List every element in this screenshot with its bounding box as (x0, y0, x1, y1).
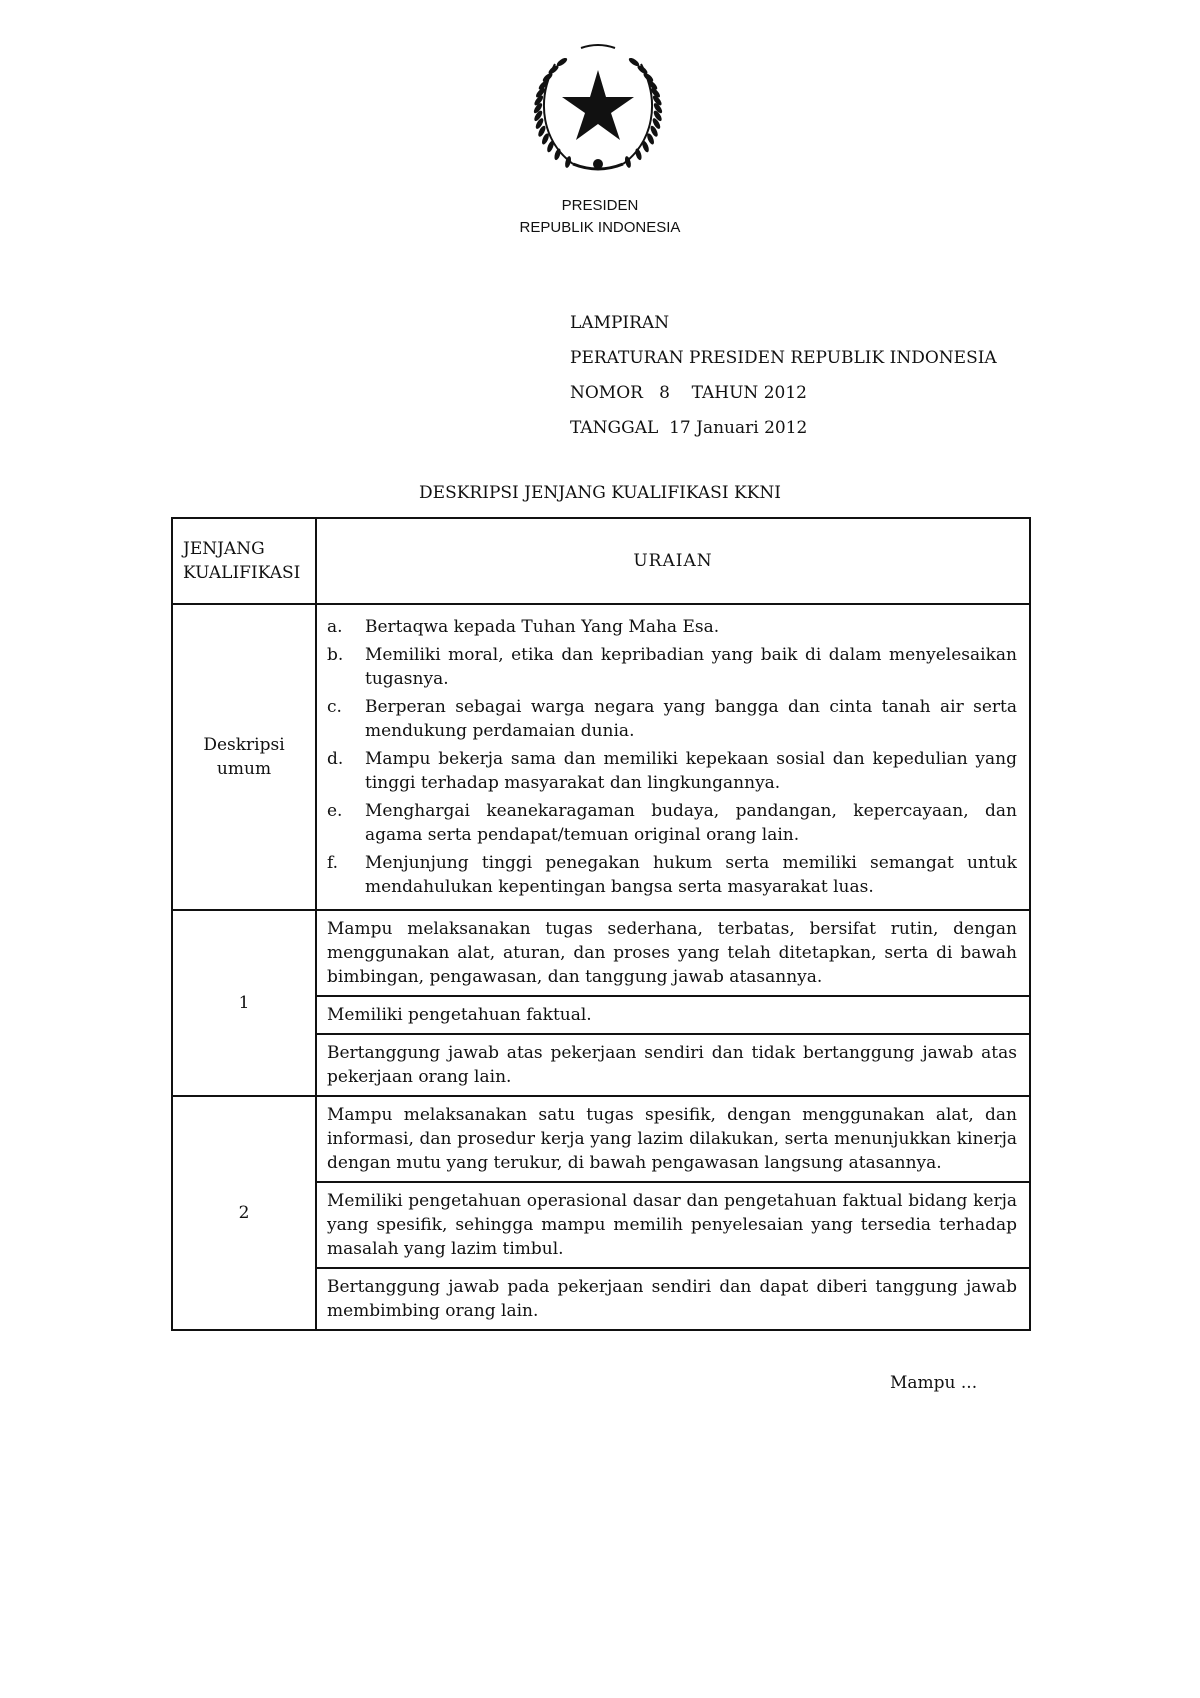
list-item (327, 643, 1017, 691)
regulation-number: NOMOR 8 TAHUN 2012 (570, 383, 807, 403)
list-marker: b. (327, 645, 344, 665)
attachment-block (570, 306, 997, 446)
table-row (172, 1096, 1030, 1182)
description-cell: Memiliki pengetahuan faktual. (316, 996, 1030, 1034)
regulation-name: PERATURAN PRESIDEN REPUBLIK INDONESIA (570, 348, 997, 368)
presidential-emblem-icon (533, 42, 663, 177)
document-title: DESKRIPSI JENJANG KUALIFIKASI KKNI (419, 483, 781, 503)
table-header-row (172, 518, 1030, 604)
list-text: Mampu bekerja sama dan memiliki kepekaan sosial dan kepedulian yang tinggi terhadap masyarakat dan lingkungannya. (365, 749, 1017, 793)
attachment-label: LAMPIRAN (570, 313, 670, 333)
list-text: Memiliki moral, etika dan kepribadian yang baik di dalam menyelesaikan tugasnya. (365, 645, 1017, 689)
list-text: Menjunjung tinggi penegakan hukum serta memiliki semangat untuk mendahulukan kepentingan bangsa serta masyarakat luas. (365, 853, 1017, 897)
list-marker: f. (327, 853, 339, 873)
list-item (327, 851, 1017, 899)
level-cell: Deskripsi umum (172, 604, 316, 910)
description-cell (316, 604, 1030, 910)
list-marker: c. (327, 697, 342, 717)
list-marker: d. (327, 749, 344, 769)
list-item (327, 747, 1017, 795)
description-cell: Bertanggung jawab pada pekerjaan sendiri dan dapat diberi tanggung jawab membimbing orang lain. (316, 1268, 1030, 1330)
regulation-date: TANGGAL 17 Januari 2012 (570, 418, 808, 438)
letterhead-line-1: PRESIDEN (561, 197, 639, 214)
letterhead-line-2: REPUBLIK INDONESIA (519, 219, 681, 236)
list-text: Bertaqwa kepada Tuhan Yang Maha Esa. (365, 617, 720, 637)
list-marker: a. (327, 617, 343, 637)
description-cell: Mampu melaksanakan tugas sederhana, terbatas, bersifat rutin, dengan menggunakan alat, aturan, dan proses yang telah ditetapkan, serta di bawah bimbingan, pengawasan, dan tanggung jawab atasannya. (316, 910, 1030, 996)
list-text: Berperan sebagai warga negara yang bangga dan cinta tanah air serta mendukung perdamaian dunia. (365, 697, 1017, 741)
general-description-list (327, 615, 1017, 899)
header-description: URAIAN (316, 518, 1030, 604)
level-cell: 2 (172, 1096, 316, 1330)
list-marker: e. (327, 801, 343, 821)
description-cell: Memiliki pengetahuan operasional dasar dan pengetahuan faktual bidang kerja yang spesifik, sehingga mampu memilih penyelesaian yang tersedia terhadap masalah yang lazim timbul. (316, 1182, 1030, 1268)
table-row (172, 910, 1030, 996)
description-cell: Mampu melaksanakan satu tugas spesifik, dengan menggunakan alat, dan informasi, dan prosedur kerja yang lazim dilakukan, serta menunjukkan kinerja dengan mutu yang terukur, di bawah pengawasan langsung atasannya. (316, 1096, 1030, 1182)
qualification-table (171, 517, 1031, 1331)
description-cell: Bertanggung jawab atas pekerjaan sendiri dan tidak bertanggung jawab atas pekerjaan orang lain. (316, 1034, 1030, 1096)
table-row-general (172, 604, 1030, 910)
list-item (327, 799, 1017, 847)
list-item (327, 695, 1017, 743)
list-text: Menghargai keanekaragaman budaya, pandangan, kepercayaan, dan agama serta pendapat/temuan original orang lain. (365, 801, 1017, 845)
header-level: JENJANG KUALIFIKASI (172, 518, 316, 604)
continuation-note: Mampu ... (890, 1373, 978, 1393)
list-item (327, 615, 1017, 639)
level-cell: 1 (172, 910, 316, 1096)
